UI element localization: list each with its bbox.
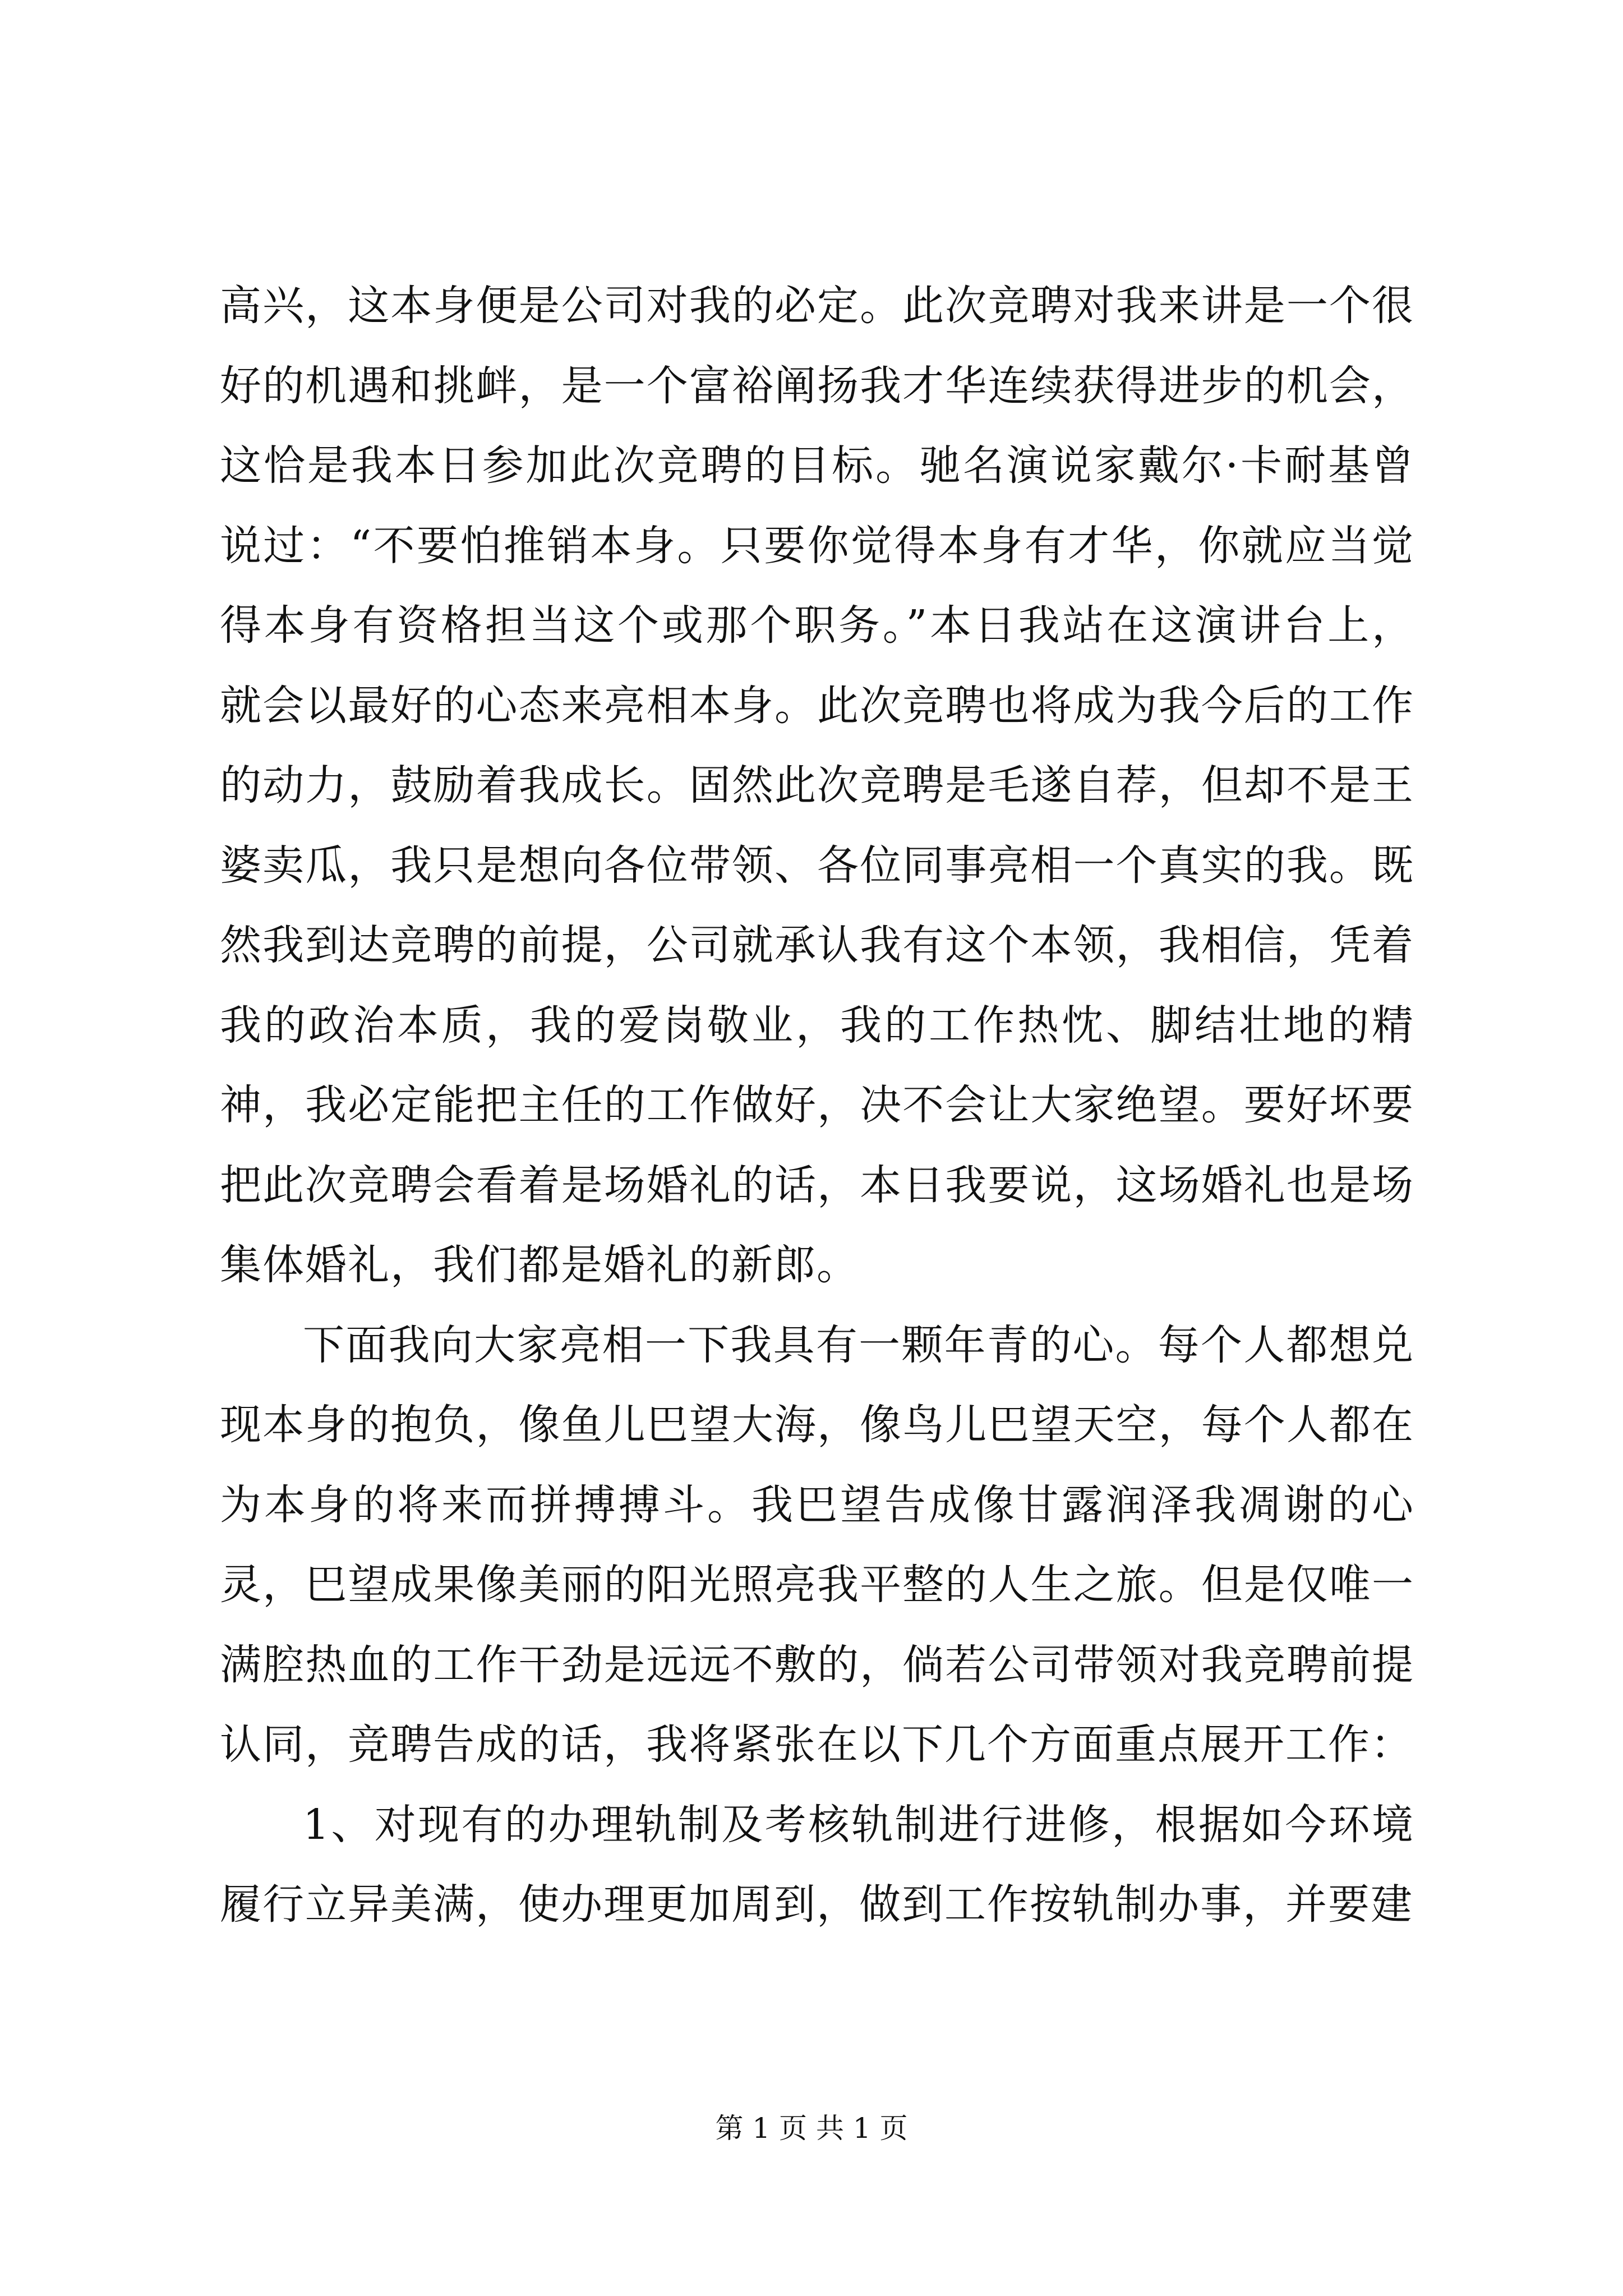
- paragraph-item-1: 1、对现有的办理轨制及考核轨制进行进修，根据如今环境履行立异美满，使办理更加周到，做到工作按轨制办事，并要建: [220, 1800, 1414, 1929]
- paragraph-continuation: 高兴，这本身便是公司对我的必定。此次竞聘对我来讲是一个很好的机遇和挑衅，是一个富裕阐扬我才华连续获得进步的机会，这恰是我本日参加此次竞聘的目标。驰名演说家戴尔·卡耐基曾说过：“不要怕推销本身。只要你觉得本身有才华，你就应当觉得本身有资格担当这个或那个职务。”本日我站在这演讲台上，就会以最好的心态来亮相本身。此次竞聘也将成为我今后的工作的动力，鼓励着我成长。固然此次竞聘是毛遂自荐，但却不是王婆卖瓜，我只是想向各位带领、各位同事亮相一个真实的我。既然我到达竞聘的前提，公司就承认我有这个本领，我相信，凭着我的政治本质，我的爱岗敬业，我的工作热忱、脚结壮地的精神，我必定能把主任的工作做好，决不会让大家绝望。要好坏要把此次竞聘会看着是场婚礼的话，本日我要说，这场婚礼也是场集体婚礼，我们都是婚礼的新郎。: [220, 282, 1414, 1289]
- page-number-footer: 第 1 页 共 1 页: [715, 2112, 908, 2145]
- document-body: [220, 266, 1414, 1945]
- paragraph-young-heart: 下面我向大家亮相一下我具有一颗年青的心。每个人都想兑现本身的抱负，像鱼儿巴望大海，像鸟儿巴望天空，每个人都在为本身的将来而拼搏搏斗。我巴望告成像甘露润泽我凋谢的心灵，巴望成果像美丽的阳光照亮我平整的人生之旅。但是仅唯一满腔热血的工作干劲是远远不敷的，倘若公司带领对我竞聘前提认同，竞聘告成的话，我将紧张在以下几个方面重点展开工作：: [220, 1320, 1414, 1769]
